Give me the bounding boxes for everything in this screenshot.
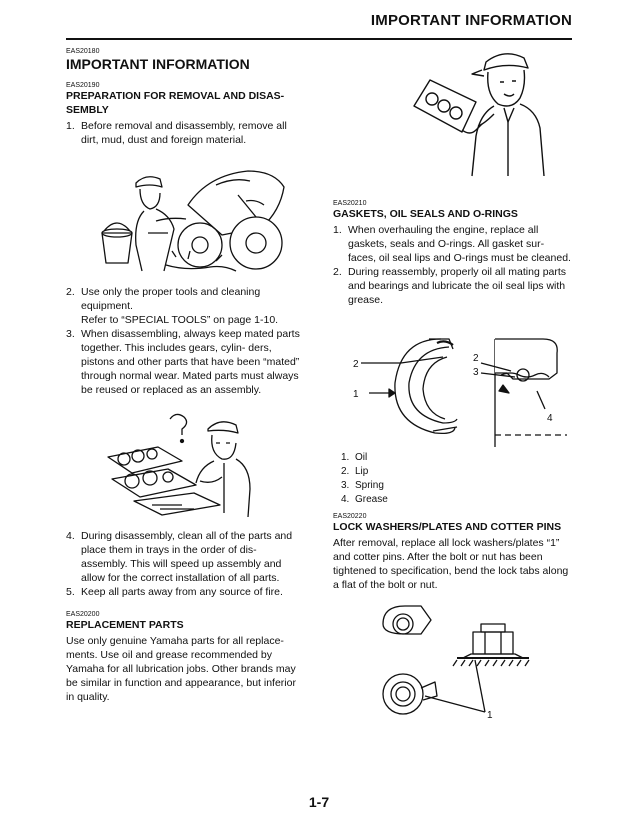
legend-text: Oil [355,452,368,463]
seal-callout: 3 [473,367,479,378]
list-number: 2. [333,266,342,278]
list-text: During disassembly, clean all of the parts and place them in trays in the order of dis- assembly. This will speed up assembly and allow for the correct installation of all parts. [81,530,293,584]
oil-seal-figure [333,327,573,447]
legend-item [341,493,573,507]
lock-callout: 1 [487,710,493,721]
preparation-title: PREPARATION FOR REMOVAL AND DISAS- SEMBLY [66,90,285,116]
left-column [66,44,306,704]
oil-seal-diagram [333,327,573,447]
list-text: When disassembling, always keep mated parts together. This includes gears, cylin- ders, pistons and other parts that have been “mated” through normal wear. Mated parts must always be reused or replaced as an assembly. [81,328,300,396]
cleaning-motorcycle-illustration [96,161,296,279]
list-item [66,585,306,599]
replacement-parts-text: Use only genuine Yamaha parts for all replace- ments. Use oil and grease recommended by Yamaha for all lubrication jobs. Other brands may be similar in function and appearance, but inferior in quality. [66,635,296,703]
lock-washer-diagram [373,602,553,722]
list-number: 4. [66,530,75,542]
seal-callout: 4 [547,413,553,424]
list-item [66,285,306,327]
page-header-title: IMPORTANT INFORMATION [370,12,572,29]
mechanic-gasket-illustration [408,44,548,179]
list-item [66,327,306,397]
list-text: Before removal and disassembly, remove all dirt, mud, dust and foreign material. [81,120,287,146]
list-item [333,223,573,265]
main-section-title: IMPORTANT INFORMATION [66,56,250,72]
gaskets-title: GASKETS, OIL SEALS AND O-RINGS [333,208,518,220]
parts-trays-illustration [104,409,264,519]
parts-trays-figure [104,409,306,519]
legend-item [341,465,573,479]
header-rule [66,38,572,40]
reference-text: Refer to “SPECIAL TOOLS” on page 1-10. [81,314,279,326]
legend-item [341,451,573,465]
seal-callout: 2 [473,353,479,364]
list-number: 2. [66,286,75,298]
legend-number: 4. [341,494,350,505]
list-item [333,265,573,307]
cleaning-motorcycle-figure [96,161,306,279]
right-column [333,196,573,722]
seal-callout: 2 [353,359,359,370]
list-text: Keep all parts away from any source of fire. [81,586,283,598]
replacement-parts-title: REPLACEMENT PARTS [66,619,184,631]
seal-legend [333,451,573,507]
legend-text: Lip [355,466,369,477]
list-text: When overhauling the engine, replace all gaskets, seals and O-rings. All gasket sur- faces, oil seal lips and O-rings must be cleaned. [348,224,571,264]
legend-number: 1. [341,452,350,463]
lock-washers-text: After removal, replace all lock washers/plates “1” and cotter pins. After the bolt or nut has been tightened to specification, bend the lock tabs along a flat of the bolt or nut. [333,537,569,591]
legend-text: Spring [355,480,384,491]
page-number: 1-7 [308,794,330,810]
legend-number: 3. [341,480,350,491]
lock-washers-title: LOCK WASHERS/PLATES AND COTTER PINS [333,521,562,533]
legend-number: 2. [341,466,350,477]
seal-callout: 1 [353,389,359,400]
list-number: 5. [66,586,75,598]
list-text: Use only the proper tools and cleaning equipment. [81,286,261,312]
section-code: EAS20180 [66,48,100,55]
list-text: During reassembly, properly oil all mating parts and bearings and lubricate the oil seal lips with grease. [348,266,567,306]
section-code: EAS20200 [66,611,100,618]
legend-item [341,479,573,493]
list-number: 1. [66,120,75,132]
list-number: 1. [333,224,342,236]
legend-text: Grease [355,494,388,505]
section-code: EAS20190 [66,82,100,89]
section-code: EAS20210 [333,200,367,207]
section-code: EAS20220 [333,513,367,520]
lock-washer-figure [373,602,573,722]
list-number: 3. [66,328,75,340]
list-item [66,529,306,585]
list-item [66,119,306,147]
